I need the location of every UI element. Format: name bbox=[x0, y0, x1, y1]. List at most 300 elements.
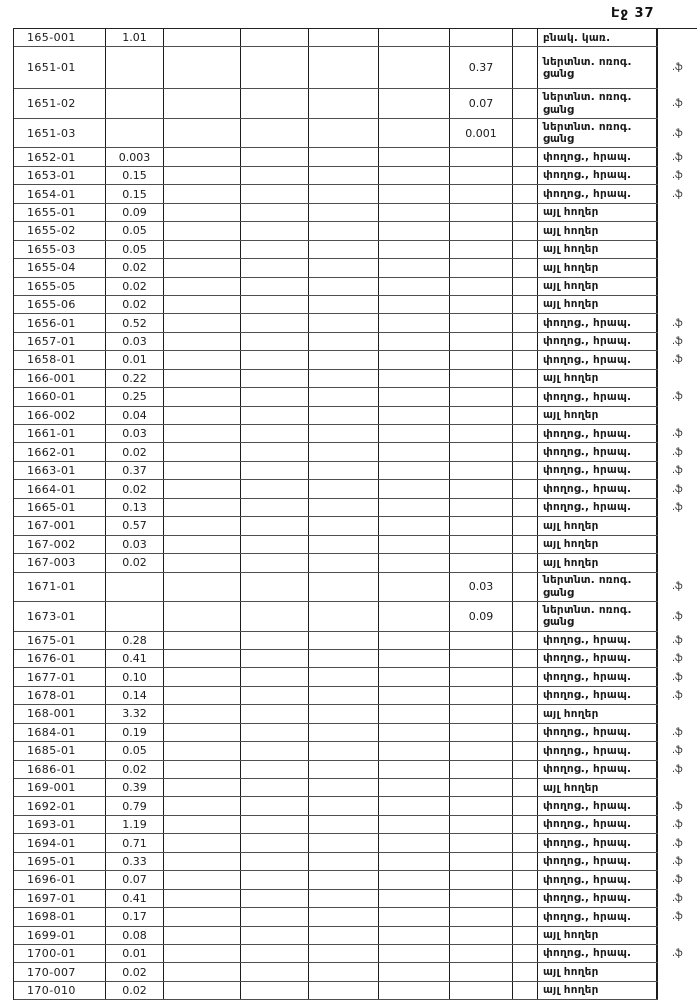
empty-cell bbox=[241, 650, 309, 667]
area2-value-cell bbox=[450, 742, 513, 759]
table-row bbox=[14, 370, 697, 388]
area2-value-cell: 0.09 bbox=[450, 602, 513, 631]
empty-cell bbox=[379, 554, 450, 571]
empty-cell bbox=[379, 945, 450, 962]
area2-value-cell: 0.37 bbox=[450, 47, 513, 88]
area2-value-cell bbox=[450, 797, 513, 814]
empty-cell bbox=[241, 853, 309, 870]
empty-cell bbox=[513, 148, 538, 165]
empty-cell bbox=[164, 425, 241, 442]
parcel-code-cell: 1694-01 bbox=[14, 834, 106, 851]
area2-value-cell bbox=[450, 407, 513, 424]
area2-value-cell bbox=[450, 517, 513, 534]
empty-cell bbox=[379, 314, 450, 331]
area-value-cell: 0.79 bbox=[106, 797, 164, 814]
land-use-cell: փողոց., հրապ. bbox=[538, 687, 658, 704]
table-row bbox=[14, 650, 697, 668]
margin-blank bbox=[658, 536, 697, 553]
parcel-code-cell: 165-001 bbox=[14, 29, 106, 46]
margin-mark: .ֆ bbox=[658, 602, 697, 631]
area-value-cell: 0.10 bbox=[106, 668, 164, 685]
empty-cell bbox=[379, 871, 450, 888]
empty-cell bbox=[379, 705, 450, 722]
empty-cell bbox=[164, 462, 241, 479]
empty-cell bbox=[309, 871, 379, 888]
empty-cell bbox=[513, 314, 538, 331]
empty-cell bbox=[379, 351, 450, 368]
area-value-cell: 0.57 bbox=[106, 517, 164, 534]
margin-mark: .ֆ bbox=[658, 797, 697, 814]
land-use-cell: այլ հողեր bbox=[538, 241, 658, 258]
empty-cell bbox=[513, 927, 538, 944]
empty-cell bbox=[379, 963, 450, 980]
area2-value-cell: 0.03 bbox=[450, 573, 513, 602]
empty-cell bbox=[164, 241, 241, 258]
empty-cell bbox=[241, 945, 309, 962]
empty-cell bbox=[309, 517, 379, 534]
land-use-cell: փողոց., հրապ. bbox=[538, 185, 658, 202]
empty-cell bbox=[513, 204, 538, 221]
table-row bbox=[14, 761, 697, 779]
area-value-cell bbox=[106, 573, 164, 602]
area-value-cell bbox=[106, 47, 164, 88]
parcel-code-cell: 170-007 bbox=[14, 963, 106, 980]
empty-cell bbox=[309, 119, 379, 148]
empty-cell bbox=[241, 890, 309, 907]
empty-cell bbox=[379, 259, 450, 276]
area-value-cell: 0.02 bbox=[106, 554, 164, 571]
empty-cell bbox=[309, 462, 379, 479]
parcel-code-cell: 167-002 bbox=[14, 536, 106, 553]
empty-cell bbox=[241, 742, 309, 759]
table-row bbox=[14, 222, 697, 240]
empty-cell bbox=[164, 797, 241, 814]
land-use-cell: այլ հողեր bbox=[538, 296, 658, 313]
area-value-cell: 0.04 bbox=[106, 407, 164, 424]
empty-cell bbox=[164, 259, 241, 276]
empty-cell bbox=[309, 443, 379, 460]
area2-value-cell bbox=[450, 632, 513, 649]
table-row bbox=[14, 351, 697, 369]
land-use-cell: փողոց., հրապ. bbox=[538, 351, 658, 368]
parcel-code-cell: 1686-01 bbox=[14, 761, 106, 778]
empty-cell bbox=[241, 687, 309, 704]
area2-value-cell bbox=[450, 816, 513, 833]
margin-mark: .ֆ bbox=[658, 632, 697, 649]
empty-cell bbox=[164, 499, 241, 516]
empty-cell bbox=[241, 705, 309, 722]
empty-cell bbox=[164, 687, 241, 704]
empty-cell bbox=[164, 167, 241, 184]
area-value-cell: 0.15 bbox=[106, 185, 164, 202]
empty-cell bbox=[513, 816, 538, 833]
land-use-cell: փողոց., հրապ. bbox=[538, 333, 658, 350]
empty-cell bbox=[164, 982, 241, 999]
empty-cell bbox=[513, 536, 538, 553]
empty-cell bbox=[164, 573, 241, 602]
empty-cell bbox=[309, 834, 379, 851]
empty-cell bbox=[513, 724, 538, 741]
empty-cell bbox=[164, 314, 241, 331]
empty-cell bbox=[241, 222, 309, 239]
empty-cell bbox=[513, 632, 538, 649]
empty-cell bbox=[241, 370, 309, 387]
table-row bbox=[14, 407, 697, 425]
empty-cell bbox=[379, 185, 450, 202]
empty-cell bbox=[164, 333, 241, 350]
margin-mark: .ֆ bbox=[658, 480, 697, 497]
parcel-code-cell: 1654-01 bbox=[14, 185, 106, 202]
margin-mark: .ֆ bbox=[658, 945, 697, 962]
cadastre-table bbox=[13, 28, 697, 1000]
area2-value-cell bbox=[450, 705, 513, 722]
table-row bbox=[14, 241, 697, 259]
empty-cell bbox=[164, 853, 241, 870]
empty-cell bbox=[513, 499, 538, 516]
empty-cell bbox=[513, 278, 538, 295]
empty-cell bbox=[241, 927, 309, 944]
empty-cell bbox=[164, 480, 241, 497]
margin-blank bbox=[658, 407, 697, 424]
margin-blank bbox=[658, 204, 697, 221]
empty-cell bbox=[309, 499, 379, 516]
land-use-cell: ներտնտ. ոռոգ. ցանց bbox=[538, 89, 658, 118]
empty-cell bbox=[379, 296, 450, 313]
margin-blank bbox=[658, 296, 697, 313]
table-row bbox=[14, 148, 697, 166]
area-value-cell: 0.41 bbox=[106, 890, 164, 907]
land-use-cell: այլ հողեր bbox=[538, 927, 658, 944]
margin-blank bbox=[658, 278, 697, 295]
land-use-cell: այլ հողեր bbox=[538, 705, 658, 722]
land-use-cell: փողոց., հրապ. bbox=[538, 425, 658, 442]
empty-cell bbox=[164, 370, 241, 387]
land-use-cell: փողոց., հրապ. bbox=[538, 499, 658, 516]
empty-cell bbox=[309, 554, 379, 571]
empty-cell bbox=[309, 370, 379, 387]
margin-mark: .ֆ bbox=[658, 668, 697, 685]
area2-value-cell bbox=[450, 296, 513, 313]
area2-value-cell bbox=[450, 963, 513, 980]
empty-cell bbox=[164, 927, 241, 944]
margin-blank bbox=[658, 554, 697, 571]
parcel-code-cell: 1652-01 bbox=[14, 148, 106, 165]
empty-cell bbox=[241, 797, 309, 814]
empty-cell bbox=[241, 388, 309, 405]
table-row bbox=[14, 945, 697, 963]
empty-cell bbox=[164, 724, 241, 741]
empty-cell bbox=[241, 407, 309, 424]
empty-cell bbox=[513, 650, 538, 667]
parcel-code-cell: 1696-01 bbox=[14, 871, 106, 888]
margin-mark: .ֆ bbox=[658, 89, 697, 118]
empty-cell bbox=[164, 443, 241, 460]
empty-cell bbox=[241, 573, 309, 602]
empty-cell bbox=[513, 425, 538, 442]
margin-mark: .ֆ bbox=[658, 119, 697, 148]
empty-cell bbox=[379, 650, 450, 667]
area-value-cell: 0.03 bbox=[106, 333, 164, 350]
table-row bbox=[14, 278, 697, 296]
empty-cell bbox=[379, 517, 450, 534]
empty-cell bbox=[164, 963, 241, 980]
empty-cell bbox=[241, 259, 309, 276]
parcel-code-cell: 1700-01 bbox=[14, 945, 106, 962]
area-value-cell: 0.14 bbox=[106, 687, 164, 704]
margin-blank bbox=[658, 982, 697, 999]
area-value-cell: 0.01 bbox=[106, 945, 164, 962]
land-use-cell: այլ հողեր bbox=[538, 536, 658, 553]
margin-blank bbox=[658, 927, 697, 944]
parcel-code-cell: 1678-01 bbox=[14, 687, 106, 704]
empty-cell bbox=[309, 388, 379, 405]
area-value-cell: 0.003 bbox=[106, 148, 164, 165]
empty-cell bbox=[309, 29, 379, 46]
empty-cell bbox=[379, 687, 450, 704]
land-use-cell: այլ հողեր bbox=[538, 370, 658, 387]
empty-cell bbox=[379, 47, 450, 88]
empty-cell bbox=[164, 742, 241, 759]
empty-cell bbox=[164, 351, 241, 368]
empty-cell bbox=[513, 241, 538, 258]
empty-cell bbox=[309, 296, 379, 313]
parcel-code-cell: 166-001 bbox=[14, 370, 106, 387]
empty-cell bbox=[513, 462, 538, 479]
parcel-code-cell: 1651-01 bbox=[14, 47, 106, 88]
empty-cell bbox=[379, 333, 450, 350]
area2-value-cell bbox=[450, 890, 513, 907]
empty-cell bbox=[309, 314, 379, 331]
empty-cell bbox=[241, 724, 309, 741]
area-value-cell: 0.08 bbox=[106, 927, 164, 944]
empty-cell bbox=[513, 908, 538, 925]
area2-value-cell bbox=[450, 351, 513, 368]
empty-cell bbox=[513, 871, 538, 888]
margin-mark: .ֆ bbox=[658, 314, 697, 331]
parcel-code-cell: 1655-06 bbox=[14, 296, 106, 313]
empty-cell bbox=[379, 536, 450, 553]
empty-cell bbox=[379, 148, 450, 165]
area2-value-cell bbox=[450, 278, 513, 295]
empty-cell bbox=[241, 443, 309, 460]
margin-mark: .ֆ bbox=[658, 853, 697, 870]
land-use-cell: փողոց., հրապ. bbox=[538, 668, 658, 685]
parcel-code-cell: 166-002 bbox=[14, 407, 106, 424]
empty-cell bbox=[513, 119, 538, 148]
empty-cell bbox=[379, 499, 450, 516]
empty-cell bbox=[241, 963, 309, 980]
empty-cell bbox=[513, 407, 538, 424]
empty-cell bbox=[379, 278, 450, 295]
table-row bbox=[14, 425, 697, 443]
area-value-cell: 0.13 bbox=[106, 499, 164, 516]
parcel-code-cell: 169-001 bbox=[14, 779, 106, 796]
table-row bbox=[14, 890, 697, 908]
empty-cell bbox=[241, 278, 309, 295]
empty-cell bbox=[379, 480, 450, 497]
area-value-cell: 0.25 bbox=[106, 388, 164, 405]
parcel-code-cell: 1677-01 bbox=[14, 668, 106, 685]
area-value-cell: 0.09 bbox=[106, 204, 164, 221]
empty-cell bbox=[309, 632, 379, 649]
table-row bbox=[14, 296, 697, 314]
area2-value-cell bbox=[450, 29, 513, 46]
empty-cell bbox=[309, 351, 379, 368]
empty-cell bbox=[164, 816, 241, 833]
parcel-code-cell: 1657-01 bbox=[14, 333, 106, 350]
area-value-cell: 0.22 bbox=[106, 370, 164, 387]
empty-cell bbox=[309, 573, 379, 602]
area2-value-cell bbox=[450, 333, 513, 350]
empty-cell bbox=[164, 908, 241, 925]
area2-value-cell bbox=[450, 499, 513, 516]
table-row bbox=[14, 167, 697, 185]
land-use-cell: այլ հողեր bbox=[538, 779, 658, 796]
empty-cell bbox=[379, 573, 450, 602]
land-use-cell: ներտնտ. ոռոգ. ցանց bbox=[538, 573, 658, 602]
empty-cell bbox=[309, 241, 379, 258]
empty-cell bbox=[241, 333, 309, 350]
empty-cell bbox=[379, 927, 450, 944]
empty-cell bbox=[513, 982, 538, 999]
area2-value-cell bbox=[450, 536, 513, 553]
area2-value-cell bbox=[450, 241, 513, 258]
empty-cell bbox=[379, 241, 450, 258]
parcel-code-cell: 1697-01 bbox=[14, 890, 106, 907]
empty-cell bbox=[513, 259, 538, 276]
area-value-cell: 0.37 bbox=[106, 462, 164, 479]
table-row bbox=[14, 687, 697, 705]
parcel-code-cell: 1661-01 bbox=[14, 425, 106, 442]
table-row bbox=[14, 908, 697, 926]
empty-cell bbox=[241, 89, 309, 118]
margin-mark: .ֆ bbox=[658, 185, 697, 202]
empty-cell bbox=[241, 29, 309, 46]
empty-cell bbox=[309, 222, 379, 239]
land-use-cell: փողոց., հրապ. bbox=[538, 724, 658, 741]
area2-value-cell bbox=[450, 853, 513, 870]
empty-cell bbox=[241, 834, 309, 851]
empty-cell bbox=[164, 761, 241, 778]
area2-value-cell bbox=[450, 148, 513, 165]
empty-cell bbox=[513, 554, 538, 571]
land-use-cell: այլ հողեր bbox=[538, 963, 658, 980]
area2-value-cell bbox=[450, 982, 513, 999]
empty-cell bbox=[164, 222, 241, 239]
empty-cell bbox=[241, 632, 309, 649]
empty-cell bbox=[309, 963, 379, 980]
area2-value-cell bbox=[450, 724, 513, 741]
empty-cell bbox=[241, 185, 309, 202]
area2-value-cell bbox=[450, 314, 513, 331]
table-row bbox=[14, 982, 697, 1000]
empty-cell bbox=[164, 602, 241, 631]
area-value-cell: 0.39 bbox=[106, 779, 164, 796]
parcel-code-cell: 1662-01 bbox=[14, 443, 106, 460]
empty-cell bbox=[513, 834, 538, 851]
table-row bbox=[14, 779, 697, 797]
table-row bbox=[14, 963, 697, 981]
land-use-cell: փողոց., հրապ. bbox=[538, 908, 658, 925]
land-use-cell: ներտնտ. ոռոգ. ցանց bbox=[538, 119, 658, 148]
empty-cell bbox=[379, 425, 450, 442]
empty-cell bbox=[379, 779, 450, 796]
land-use-cell: փողոց., հրապ. bbox=[538, 797, 658, 814]
parcel-code-cell: 167-001 bbox=[14, 517, 106, 534]
margin-blank bbox=[658, 963, 697, 980]
empty-cell bbox=[241, 119, 309, 148]
table-row bbox=[14, 333, 697, 351]
empty-cell bbox=[379, 602, 450, 631]
empty-cell bbox=[309, 47, 379, 88]
empty-cell bbox=[513, 185, 538, 202]
empty-cell bbox=[513, 705, 538, 722]
empty-cell bbox=[379, 462, 450, 479]
empty-cell bbox=[379, 853, 450, 870]
area-value-cell: 0.52 bbox=[106, 314, 164, 331]
area2-value-cell bbox=[450, 388, 513, 405]
land-use-cell: փողոց., հրապ. bbox=[538, 816, 658, 833]
area2-value-cell: 0.07 bbox=[450, 89, 513, 118]
empty-cell bbox=[379, 908, 450, 925]
land-use-cell: փողոց., հրապ. bbox=[538, 650, 658, 667]
parcel-code-cell: 1658-01 bbox=[14, 351, 106, 368]
land-use-cell: փողոց., հրապ. bbox=[538, 480, 658, 497]
empty-cell bbox=[513, 370, 538, 387]
parcel-code-cell: 1664-01 bbox=[14, 480, 106, 497]
area-value-cell: 0.07 bbox=[106, 871, 164, 888]
empty-cell bbox=[379, 632, 450, 649]
empty-cell bbox=[164, 945, 241, 962]
parcel-code-cell: 1676-01 bbox=[14, 650, 106, 667]
empty-cell bbox=[309, 89, 379, 118]
empty-cell bbox=[164, 668, 241, 685]
empty-cell bbox=[379, 167, 450, 184]
table-row bbox=[14, 480, 697, 498]
margin-mark: .ֆ bbox=[658, 650, 697, 667]
empty-cell bbox=[379, 797, 450, 814]
table-row bbox=[14, 388, 697, 406]
parcel-code-cell: 1660-01 bbox=[14, 388, 106, 405]
land-use-cell: փողոց., հրապ. bbox=[538, 853, 658, 870]
margin-mark: .ֆ bbox=[658, 388, 697, 405]
empty-cell bbox=[164, 536, 241, 553]
empty-cell bbox=[309, 425, 379, 442]
empty-cell bbox=[309, 185, 379, 202]
table-row bbox=[14, 314, 697, 332]
empty-cell bbox=[164, 890, 241, 907]
empty-cell bbox=[513, 963, 538, 980]
parcel-code-cell: 1651-02 bbox=[14, 89, 106, 118]
empty-cell bbox=[164, 89, 241, 118]
empty-cell bbox=[164, 296, 241, 313]
empty-cell bbox=[241, 204, 309, 221]
empty-cell bbox=[379, 119, 450, 148]
land-use-cell: ներտնտ. ոռոգ. ցանց bbox=[538, 602, 658, 631]
land-use-cell: այլ հողեր bbox=[538, 982, 658, 999]
empty-cell bbox=[309, 945, 379, 962]
table-row bbox=[14, 185, 697, 203]
land-use-cell: ներտնտ. ոռոգ. ցանց bbox=[538, 47, 658, 88]
area-value-cell: 0.02 bbox=[106, 296, 164, 313]
empty-cell bbox=[379, 742, 450, 759]
table-row bbox=[14, 797, 697, 815]
margin-mark: .ֆ bbox=[658, 724, 697, 741]
empty-cell bbox=[309, 927, 379, 944]
area-value-cell bbox=[106, 602, 164, 631]
parcel-code-cell: 1655-03 bbox=[14, 241, 106, 258]
empty-cell bbox=[513, 890, 538, 907]
